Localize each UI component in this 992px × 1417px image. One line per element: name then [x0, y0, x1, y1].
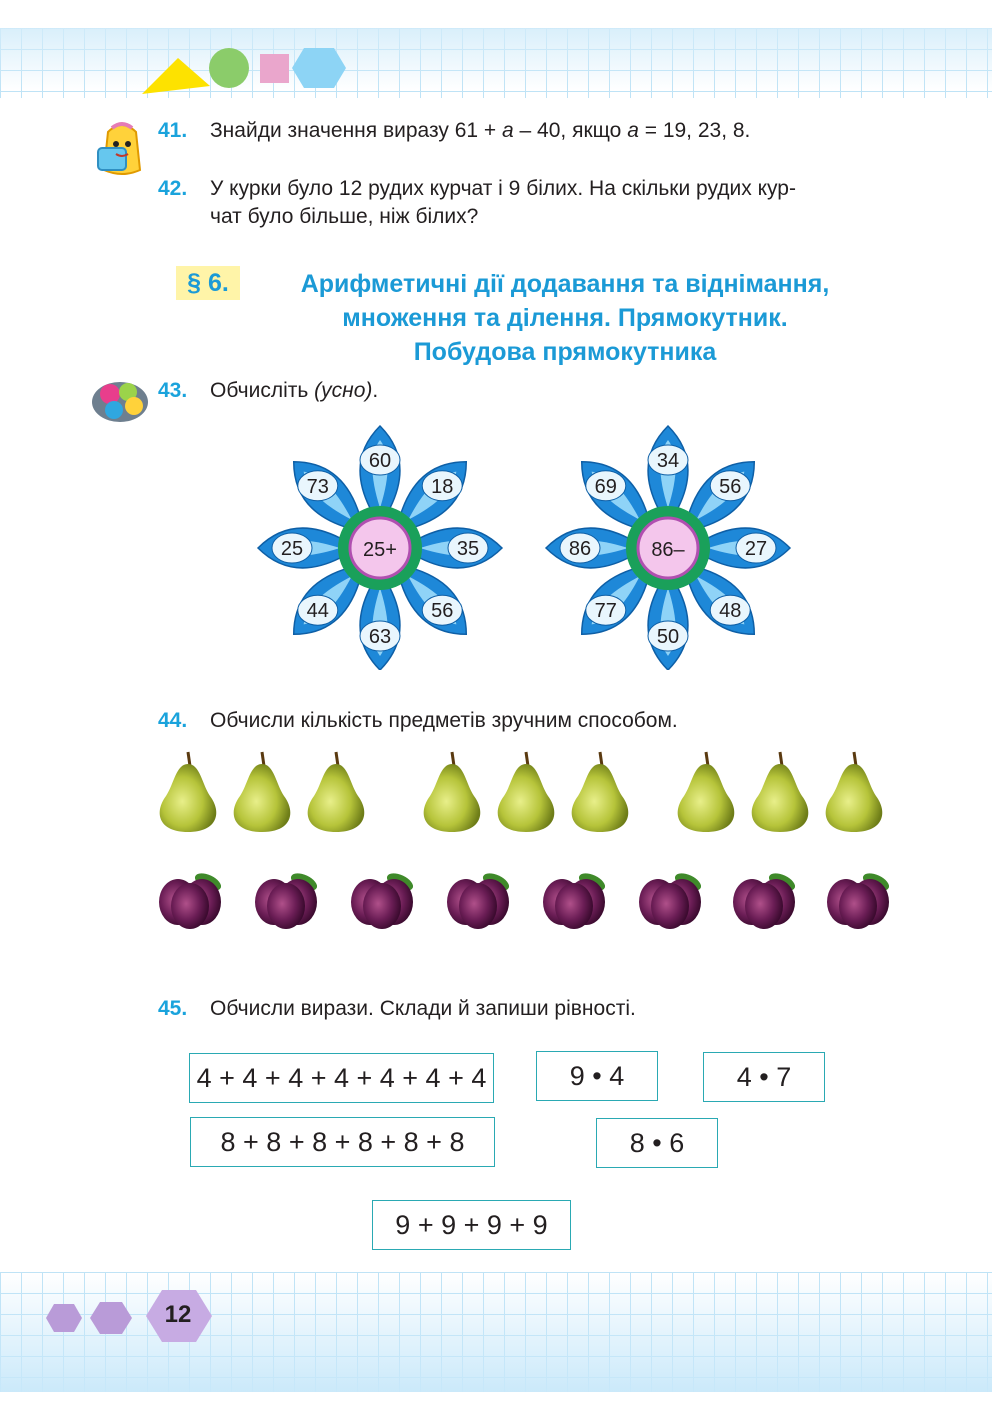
task-number: 45. [158, 997, 188, 1020]
variable: a [627, 119, 639, 142]
task-text [210, 116, 750, 146]
task-text [210, 376, 378, 406]
variable: a [502, 119, 514, 142]
task-text-part: Знайди значення виразу 61 + [210, 119, 503, 142]
section-title-line: Арифметичні дії додавання та віднімання, [300, 270, 830, 298]
petal-number: 34 [656, 450, 680, 472]
hexagon-icon [90, 1302, 132, 1334]
petal-number: 69 [594, 475, 617, 498]
section-number: § 6. [176, 266, 240, 300]
petal-number: 86 [568, 538, 592, 560]
task-number: 42. [158, 177, 188, 200]
pear [678, 752, 735, 832]
plum [159, 870, 224, 929]
hexagon-icon [292, 48, 346, 88]
task-number: 41. [158, 119, 188, 142]
section-title-line: множення та ділення. Прямокутник. [342, 304, 788, 332]
square-icon [260, 54, 289, 83]
plum [733, 870, 798, 929]
pear [234, 752, 291, 832]
task-text-part: . [372, 379, 379, 402]
plum [351, 870, 416, 929]
petal-number: 27 [744, 538, 768, 560]
petal-number: 56 [719, 475, 742, 498]
petal-number: 44 [306, 600, 329, 623]
task-text: Обчисли кількість предметів зручним способом. [210, 709, 678, 732]
plum [255, 870, 320, 929]
petal-number: 63 [368, 626, 392, 648]
circle-icon [209, 48, 249, 88]
task-number: 43. [158, 379, 188, 402]
plum [827, 870, 892, 929]
task-text-part: – 40, якщо [513, 119, 628, 142]
fruits-illustration [150, 740, 910, 940]
page-number: 12 [164, 1301, 192, 1328]
section-title-line: Побудова прямокутника [413, 338, 717, 366]
flower [258, 426, 502, 670]
task-text-part: = 19, 23, 8. [638, 119, 751, 142]
backpack-icon [94, 118, 150, 178]
triangle-icon [142, 58, 210, 94]
pear [308, 752, 365, 832]
task-note: (усно) [314, 379, 373, 402]
pear [752, 752, 809, 832]
geometric-shapes-decoration [140, 44, 350, 96]
task-text-line: У курки було 12 рудих курчат і 9 білих. На скільки рудих кур- [210, 177, 796, 200]
expression-box: 4 • 7 [703, 1052, 825, 1102]
pear [498, 752, 555, 832]
petal-number: 56 [431, 600, 454, 623]
expression-box: 4 + 4 + 4 + 4 + 4 + 4 + 4 [189, 1053, 494, 1103]
expression-box: 8 • 6 [596, 1118, 718, 1168]
pear [826, 752, 883, 832]
calculation-flowers [250, 420, 810, 670]
petal-number: 77 [594, 600, 617, 623]
puzzle-icon [90, 376, 150, 426]
pear [572, 752, 629, 832]
task-number: 44. [158, 709, 188, 732]
pear [160, 752, 217, 832]
plum [543, 870, 608, 929]
petal-number: 60 [368, 450, 392, 472]
plum [639, 870, 704, 929]
task-text-line: чат було більше, ніж білих? [210, 205, 479, 228]
petal-number: 18 [431, 475, 454, 498]
expression-box: 9 + 9 + 9 + 9 [372, 1200, 571, 1250]
hexagon-icon [46, 1304, 82, 1332]
petal-number: 73 [306, 475, 329, 498]
task-text-part: Обчисліть [210, 379, 315, 402]
petal-number: 50 [656, 626, 680, 648]
expression-box: 8 + 8 + 8 + 8 + 8 + 8 [190, 1117, 495, 1167]
petal-number: 35 [456, 538, 480, 560]
flower [546, 426, 790, 670]
flower-center-label: 25+ [363, 539, 397, 561]
petal-number: 25 [280, 538, 304, 560]
plum [447, 870, 512, 929]
petal-number: 48 [719, 600, 742, 623]
task-text: Обчисли вирази. Склади й запиши рівності. [210, 997, 636, 1020]
pear [424, 752, 481, 832]
flower-center-label: 86– [651, 539, 685, 561]
expression-box: 9 • 4 [536, 1051, 658, 1101]
